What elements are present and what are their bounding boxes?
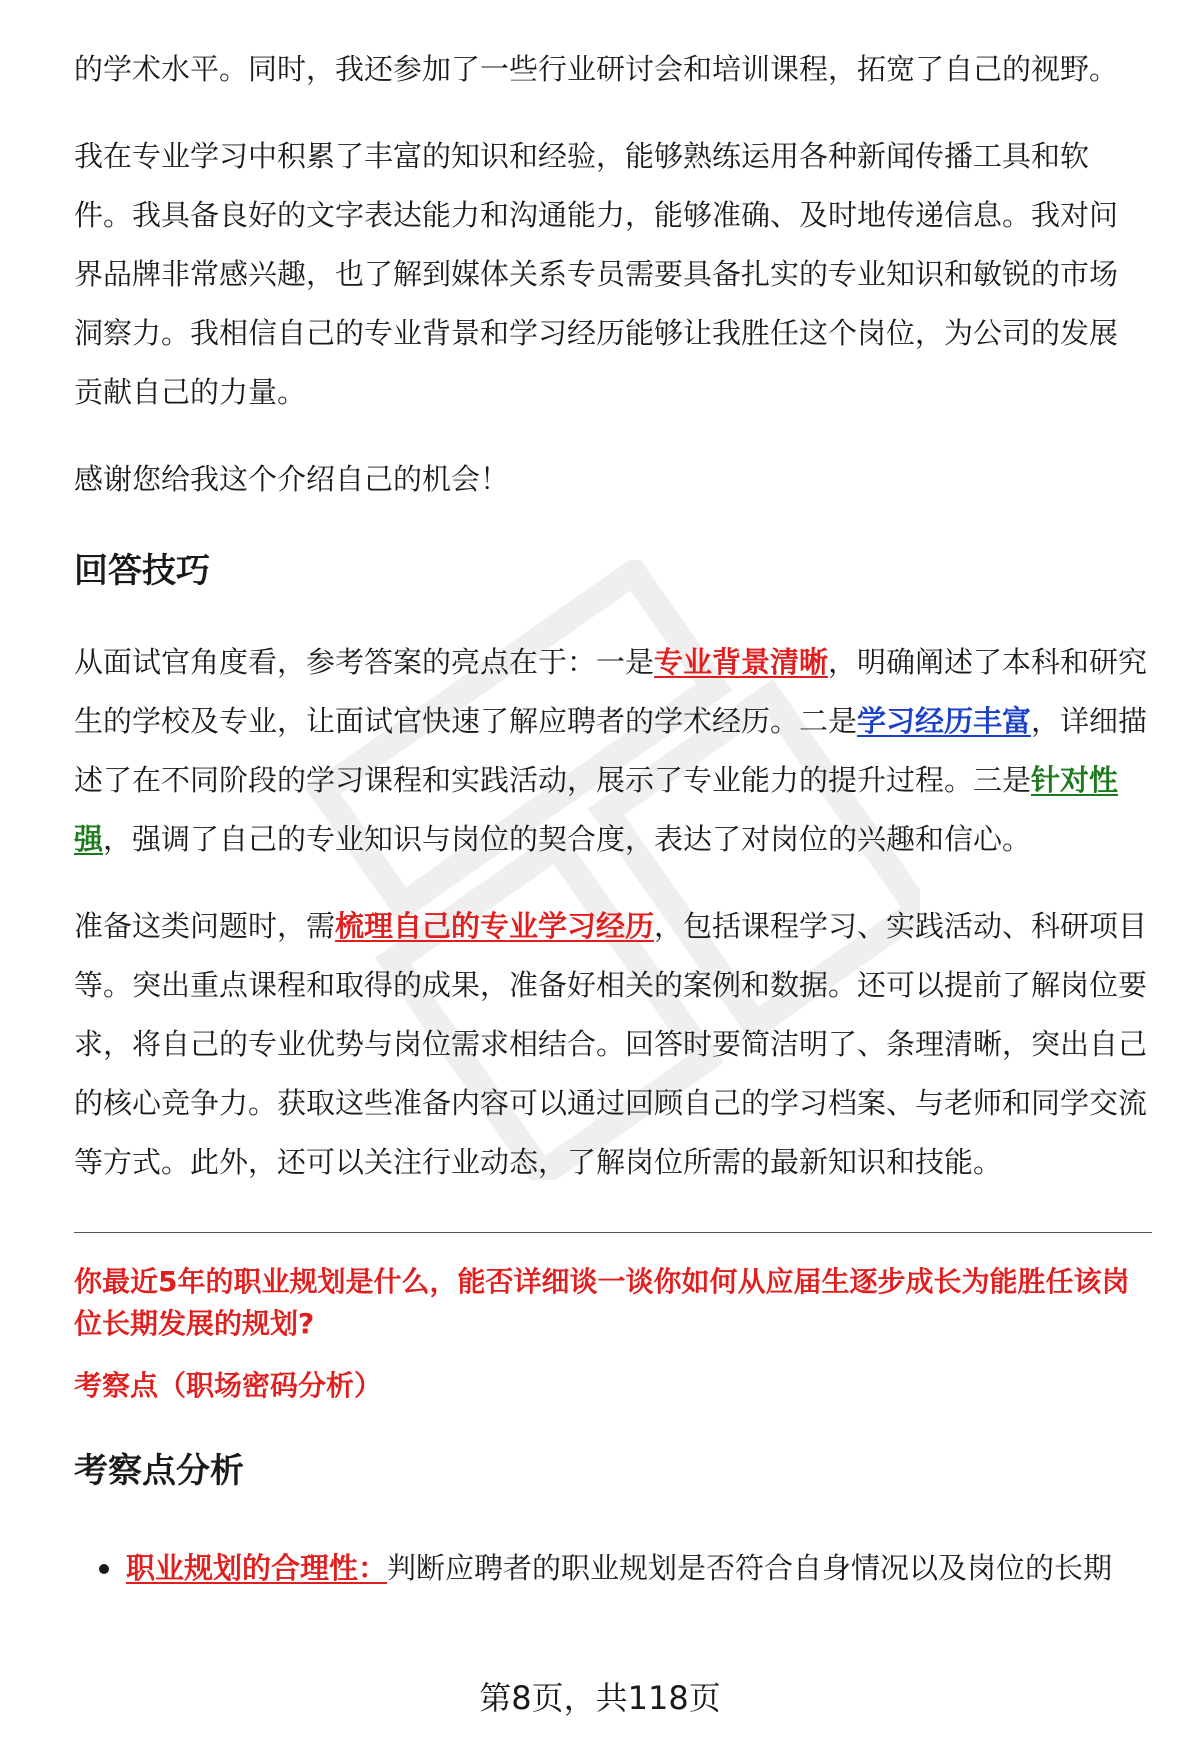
paragraph-professional-skills bbox=[74, 127, 1152, 422]
tips-text: ，详细描述了在不同阶段的学习课程和实践活动，展示了专业能力的提升过程。三是 bbox=[74, 704, 1148, 797]
paragraph-tips-highlights bbox=[74, 633, 1152, 869]
tips-text: ，强调了自己的专业知识与岗位的契合度，表达了对岗位的兴趣和信心。 bbox=[103, 822, 1032, 856]
text-line: 贡献自己的力量。 bbox=[74, 375, 307, 409]
tips-text: 从面试官角度看，参考答案的亮点在于：一是 bbox=[74, 645, 655, 679]
heading-exam-analysis: 考察点分析 bbox=[74, 1451, 244, 1491]
highlight-rich-learning: 学习经历丰富 bbox=[857, 704, 1032, 738]
heading-answer-tips: 回答技巧 bbox=[74, 551, 210, 591]
highlight-professional-background: 专业背景清晰 bbox=[654, 645, 829, 679]
bullet-dot-icon bbox=[99, 1564, 109, 1574]
exam-point-label: 考察点（职场密码分析） bbox=[74, 1369, 383, 1402]
page-number-footer: 第8页，共118页 bbox=[479, 1679, 721, 1717]
paragraph-academic-level: 的学术水平。同时，我还参加了一些行业研讨会和培训课程，拓宽了自己的视野。 bbox=[74, 52, 1119, 86]
bullet-label: 职业规划的合理性： bbox=[126, 1551, 388, 1585]
paragraph-thanks: 感谢您给我这个介绍自己的机会！ bbox=[74, 462, 510, 496]
list-item bbox=[74, 1539, 1152, 1598]
bullet-text: 判断应聘者的职业规划是否符合自身情况以及岗位的长期 bbox=[387, 1551, 1113, 1585]
text-line: 洞察力。我相信自己的专业背景和学习经历能够让我胜任这个岗位，为公司的发展 bbox=[74, 316, 1119, 350]
interview-question: 你最近5年的职业规划是什么，能否详细谈一谈你如何从应届生逐步成长为能胜任该岗位长期发展的规划? bbox=[74, 1265, 1130, 1340]
document-page bbox=[74, 40, 1152, 1598]
tips-text: 准备这类问题时，需 bbox=[74, 909, 336, 943]
paragraph-tips-preparation bbox=[74, 897, 1152, 1192]
text-line: 件。我具备良好的文字表达能力和沟通能力，能够准确、及时地传递信息。我对问 bbox=[74, 198, 1119, 232]
highlight-targeted: 针对性强 bbox=[74, 763, 1119, 856]
text-line: 我在专业学习中积累了丰富的知识和经验，能够熟练运用各种新闻传播工具和软 bbox=[74, 139, 1090, 173]
tips-text: ，明确阐述了本科和研究生的学校及专业，让面试官快速了解应聘者的学术经历。二是 bbox=[74, 645, 1148, 738]
highlight-sort-learning-experience: 梳理自己的专业学习经历 bbox=[335, 909, 655, 943]
tips-text: ，包括课程学习、实践活动、科研项目等。突出重点课程和取得的成果，准备好相关的案例和数据。还可以提前了解岗位要求，将自己的专业优势与岗位需求相结合。回答时要简洁明了、条理清晰，突出自己的核心竞争力。获取这些准备内容可以通过回顾自己的学习档案、与老师和同学交流等方式。此外，还可以关注行业动态，了解岗位所需的最新知识和技能。 bbox=[74, 909, 1148, 1179]
text-line: 界品牌非常感兴趣，也了解到媒体关系专员需要具备扎实的专业知识和敏锐的市场 bbox=[74, 257, 1119, 291]
